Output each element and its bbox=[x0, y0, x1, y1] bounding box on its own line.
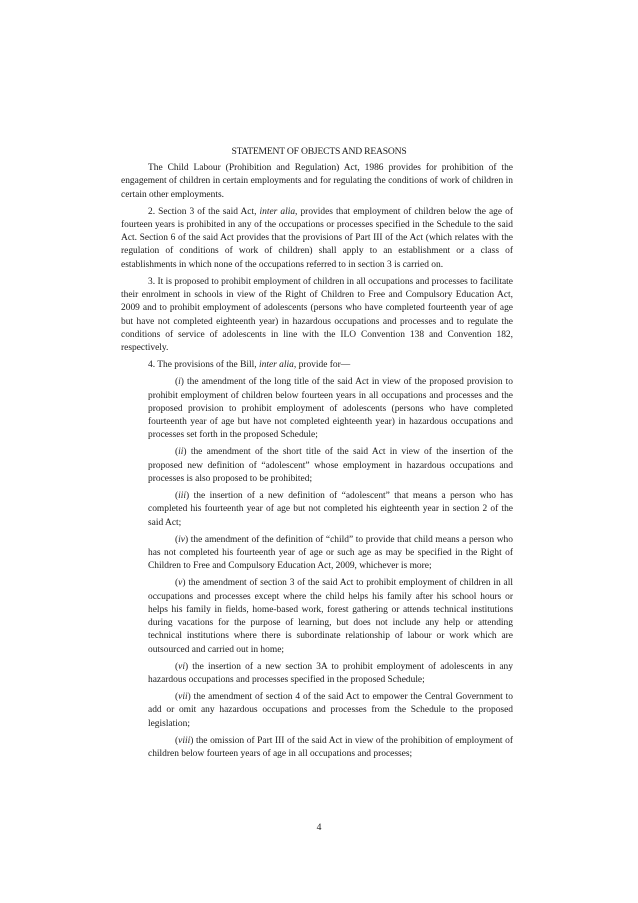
inter-alia-emphasis: inter alia bbox=[258, 360, 294, 371]
list-item-ii: (ii) the amendment of the short title of the said Act in view of the insertion of the proposed new definition of “adolescent” whose employment in hazardous occupations and processes is also proposed to be prohibited; bbox=[148, 447, 513, 484]
list-item-vi: (vi) the insertion of a new section 3A to prohibit employment of adolescents in any hazardous occupations and processes specified in the proposed Schedule; bbox=[148, 661, 513, 686]
paragraph-3: 3. It is proposed to prohibit employment of children in all occupations and processes to facilitate their enrolment in schools in view of the Right of Children to Free and Compulsory Education Act, 2009 and to prohibit employment of adolescents (persons who have completed fourteenth year of age but have not completed eighteenth year) in hazardous occupations and processes and to regulate the conditions of service of adolescents in line with the ILO Convention 138 and Convention 182, respectively. bbox=[121, 276, 513, 354]
list-item-i: (i) the amendment of the long title of the said Act in view of the proposed provision to prohibit employment of children below fourteen years in all occupations and processes and the proposed provision to prohibit employment of adolescents (persons who have completed fourteenth year of age but have not completed eighteenth year) in hazardous occupations and processes set forth in the proposed Schedule; bbox=[148, 377, 513, 441]
inter-alia-emphasis: inter alia bbox=[259, 206, 296, 217]
list-item-vii: (vii) the amendment of section 4 of the said Act to empower the Central Government to add or omit any hazardous occupations and processes from the Schedule to the proposed legislation; bbox=[148, 692, 513, 729]
list-item-v: (v) the amendment of section 3 of the said Act to prohibit employment of children in all occupations and processes except where the child helps his family after his school hours or helps his family in fields, home-based work, forest gathering or attends technical institutions during vacations for the purpose of learning, but does not include any help or attending technical institutions where there is subordinate relationship of labour or work which are outsourced and carried out in home; bbox=[148, 578, 513, 655]
list-item-viii: (viii) the omission of Part III of the said Act in view of the prohibition of employment of children below fourteen years of age in all occupations and processes; bbox=[148, 735, 513, 760]
page-title: STATEMENT OF OBJECTS AND REASONS bbox=[231, 146, 407, 157]
document-body bbox=[121, 162, 513, 765]
list-item-iii: (iii) the insertion of a new definition of “adolescent” that means a person who has completed his fourteenth year of age but not completed his eighteenth year in section 2 of the said Act; bbox=[148, 491, 513, 528]
paragraph-1: The Child Labour (Prohibition and Regulation) Act, 1986 provides for prohibition of the engagement of children in certain employments and for regulating the conditions of work of children in certain other employments. bbox=[121, 163, 513, 200]
list-item-iv: (iv) the amendment of the definition of “child” to provide that child means a person who has not completed his fourteenth year of age or such age as may be specified in the Right of Children to Free and Compulsory Education Act, 2009, whichever is more; bbox=[148, 534, 513, 572]
paragraph-4: 4. The provisions of the Bill, inter alia, provide for— bbox=[148, 360, 351, 371]
paragraph-2: 2. Section 3 of the said Act, inter alia, provides that employment of children below the age of fourteen years is prohibited in any of the occupations or processes specified in the Schedule to the said Act. Section 6 of the said Act provides that the provisions of Part III of the Act (which relates with the regulation of conditions of work of children) shall apply to an establishment or a class of establishments in which none of the occupations referred to in section 3 is carried on. bbox=[121, 206, 513, 270]
page-number: 4 bbox=[316, 822, 322, 833]
